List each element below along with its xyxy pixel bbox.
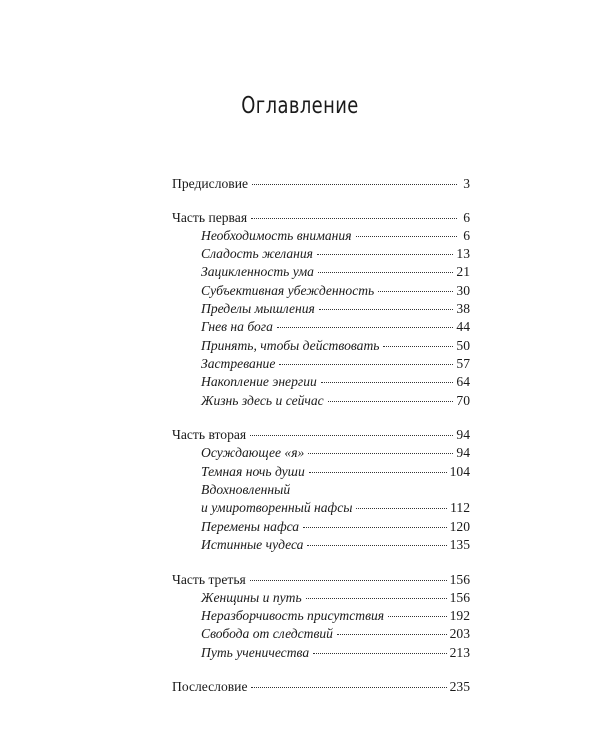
toc-entry-page: 38 (456, 301, 470, 317)
page-title: Оглавление (241, 93, 359, 119)
toc-entry[interactable] (172, 263, 470, 281)
toc-entry-label: Зацикленность ума (201, 264, 314, 280)
toc-entry-label: и умиротворенный нафсы (201, 500, 353, 516)
dot-leader (321, 382, 454, 383)
dot-leader (252, 184, 457, 185)
toc-entry-page: 6 (463, 227, 470, 243)
dot-leader (356, 508, 447, 509)
toc-entry-page: 13 (456, 246, 470, 262)
toc-entry[interactable] (172, 373, 470, 391)
dot-leader (356, 236, 457, 237)
toc-entry[interactable] (172, 392, 470, 410)
dot-leader (250, 580, 447, 581)
dot-leader (306, 598, 447, 599)
toc-entry-page: 213 (449, 644, 470, 660)
toc-entry-label: Застревание (201, 355, 276, 371)
toc-entry-page: 70 (456, 392, 470, 408)
table-of-contents (172, 175, 470, 697)
toc-entry-afterword[interactable] (172, 678, 470, 696)
toc-entry-label: Осуждающее «я» (201, 445, 305, 461)
toc-entry-page: 192 (449, 608, 470, 624)
toc-entry-label: Свобода от следствий (201, 626, 333, 642)
toc-entry-label: Сладость желания (201, 246, 313, 262)
toc-entry-label: Принять, чтобы действовать (201, 337, 380, 353)
toc-entry[interactable] (172, 589, 470, 607)
toc-entry[interactable] (172, 245, 470, 263)
toc-entry-page: 64 (456, 374, 470, 390)
toc-entry-label: Жизнь здесь и сейчас (201, 392, 324, 408)
toc-entry-label: Неразборчивость присутствия (201, 608, 385, 624)
toc-entry-label: Истинные чудеса (201, 536, 304, 552)
toc-entry[interactable] (172, 355, 470, 373)
dot-leader (308, 453, 453, 454)
dot-leader (309, 472, 447, 473)
toc-entry-page: 94 (456, 445, 470, 461)
toc-entry-label: Гнев на бога (201, 319, 273, 335)
toc-entry-label: Необходимость внимания (201, 227, 352, 243)
toc-entry-label: Женщины и путь (201, 589, 302, 605)
toc-entry-part-two[interactable] (172, 426, 470, 444)
dot-leader (307, 545, 446, 546)
toc-entry[interactable] (172, 463, 470, 481)
toc-entry-label: Пределы мышления (201, 301, 315, 317)
dot-leader (279, 364, 453, 365)
dot-leader (313, 653, 446, 654)
dot-leader (388, 616, 447, 617)
dot-leader (251, 218, 457, 219)
toc-entry-page: 203 (449, 626, 470, 642)
dot-leader (319, 309, 454, 310)
toc-entry-part-one[interactable] (172, 209, 470, 227)
dot-leader (277, 327, 454, 328)
toc-entry-page: 50 (456, 337, 470, 353)
toc-entry[interactable] (172, 227, 470, 245)
toc-entry-page: 104 (449, 463, 470, 479)
dot-leader (383, 346, 453, 347)
dot-leader (318, 272, 453, 273)
toc-entry-page: 21 (456, 264, 470, 280)
dot-leader (328, 401, 454, 402)
toc-entry-label: Вдохновленный (201, 482, 291, 498)
toc-entry-label: Предисловие (172, 176, 249, 191)
dot-leader (250, 435, 453, 436)
toc-entry-part-three[interactable] (172, 571, 470, 589)
toc-entry-label: Накопление энергии (201, 374, 317, 390)
toc-entry-page: 156 (449, 589, 470, 605)
toc-entry-page: 120 (449, 518, 470, 534)
toc-entry-line1[interactable] (172, 481, 470, 499)
toc-entry-page: 44 (456, 319, 470, 335)
toc-entry[interactable] (172, 644, 470, 662)
toc-entry[interactable] (172, 282, 470, 300)
dot-leader (303, 527, 447, 528)
toc-entry-preface[interactable] (172, 175, 470, 193)
toc-entry-label: Часть третья (172, 571, 246, 587)
toc-entry-label: Часть вторая (172, 427, 247, 443)
toc-entry-page: 156 (449, 571, 470, 587)
toc-entry-page: 94 (456, 427, 470, 443)
toc-entry-label: Перемены нафса (201, 518, 300, 534)
toc-entry-page: 112 (450, 500, 470, 516)
toc-entry-label: Субъективная убежденность (201, 282, 375, 298)
dot-leader (251, 687, 446, 688)
toc-entry-label: Послесловие (172, 679, 248, 695)
toc-entry[interactable] (172, 444, 470, 462)
toc-entry[interactable] (172, 499, 470, 517)
toc-entry-page: 6 (463, 209, 470, 225)
toc-entry-page: 3 (463, 176, 470, 191)
toc-entry[interactable] (172, 337, 470, 355)
toc-entry-label: Темная ночь души (201, 463, 305, 479)
toc-entry-page: 235 (449, 679, 470, 695)
toc-entry[interactable] (172, 536, 470, 554)
toc-entry[interactable] (172, 518, 470, 536)
toc-entry[interactable] (172, 607, 470, 625)
toc-entry[interactable] (172, 625, 470, 643)
toc-entry-page: 135 (449, 536, 470, 552)
toc-entry-page: 30 (456, 282, 470, 298)
dot-leader (317, 254, 453, 255)
dot-leader (378, 291, 453, 292)
toc-entry[interactable] (172, 318, 470, 336)
toc-entry-label: Часть первая (172, 209, 248, 225)
toc-entry-page: 57 (456, 355, 470, 371)
dot-leader (337, 634, 447, 635)
toc-entry[interactable] (172, 300, 470, 318)
toc-entry-label: Путь ученичества (201, 644, 310, 660)
